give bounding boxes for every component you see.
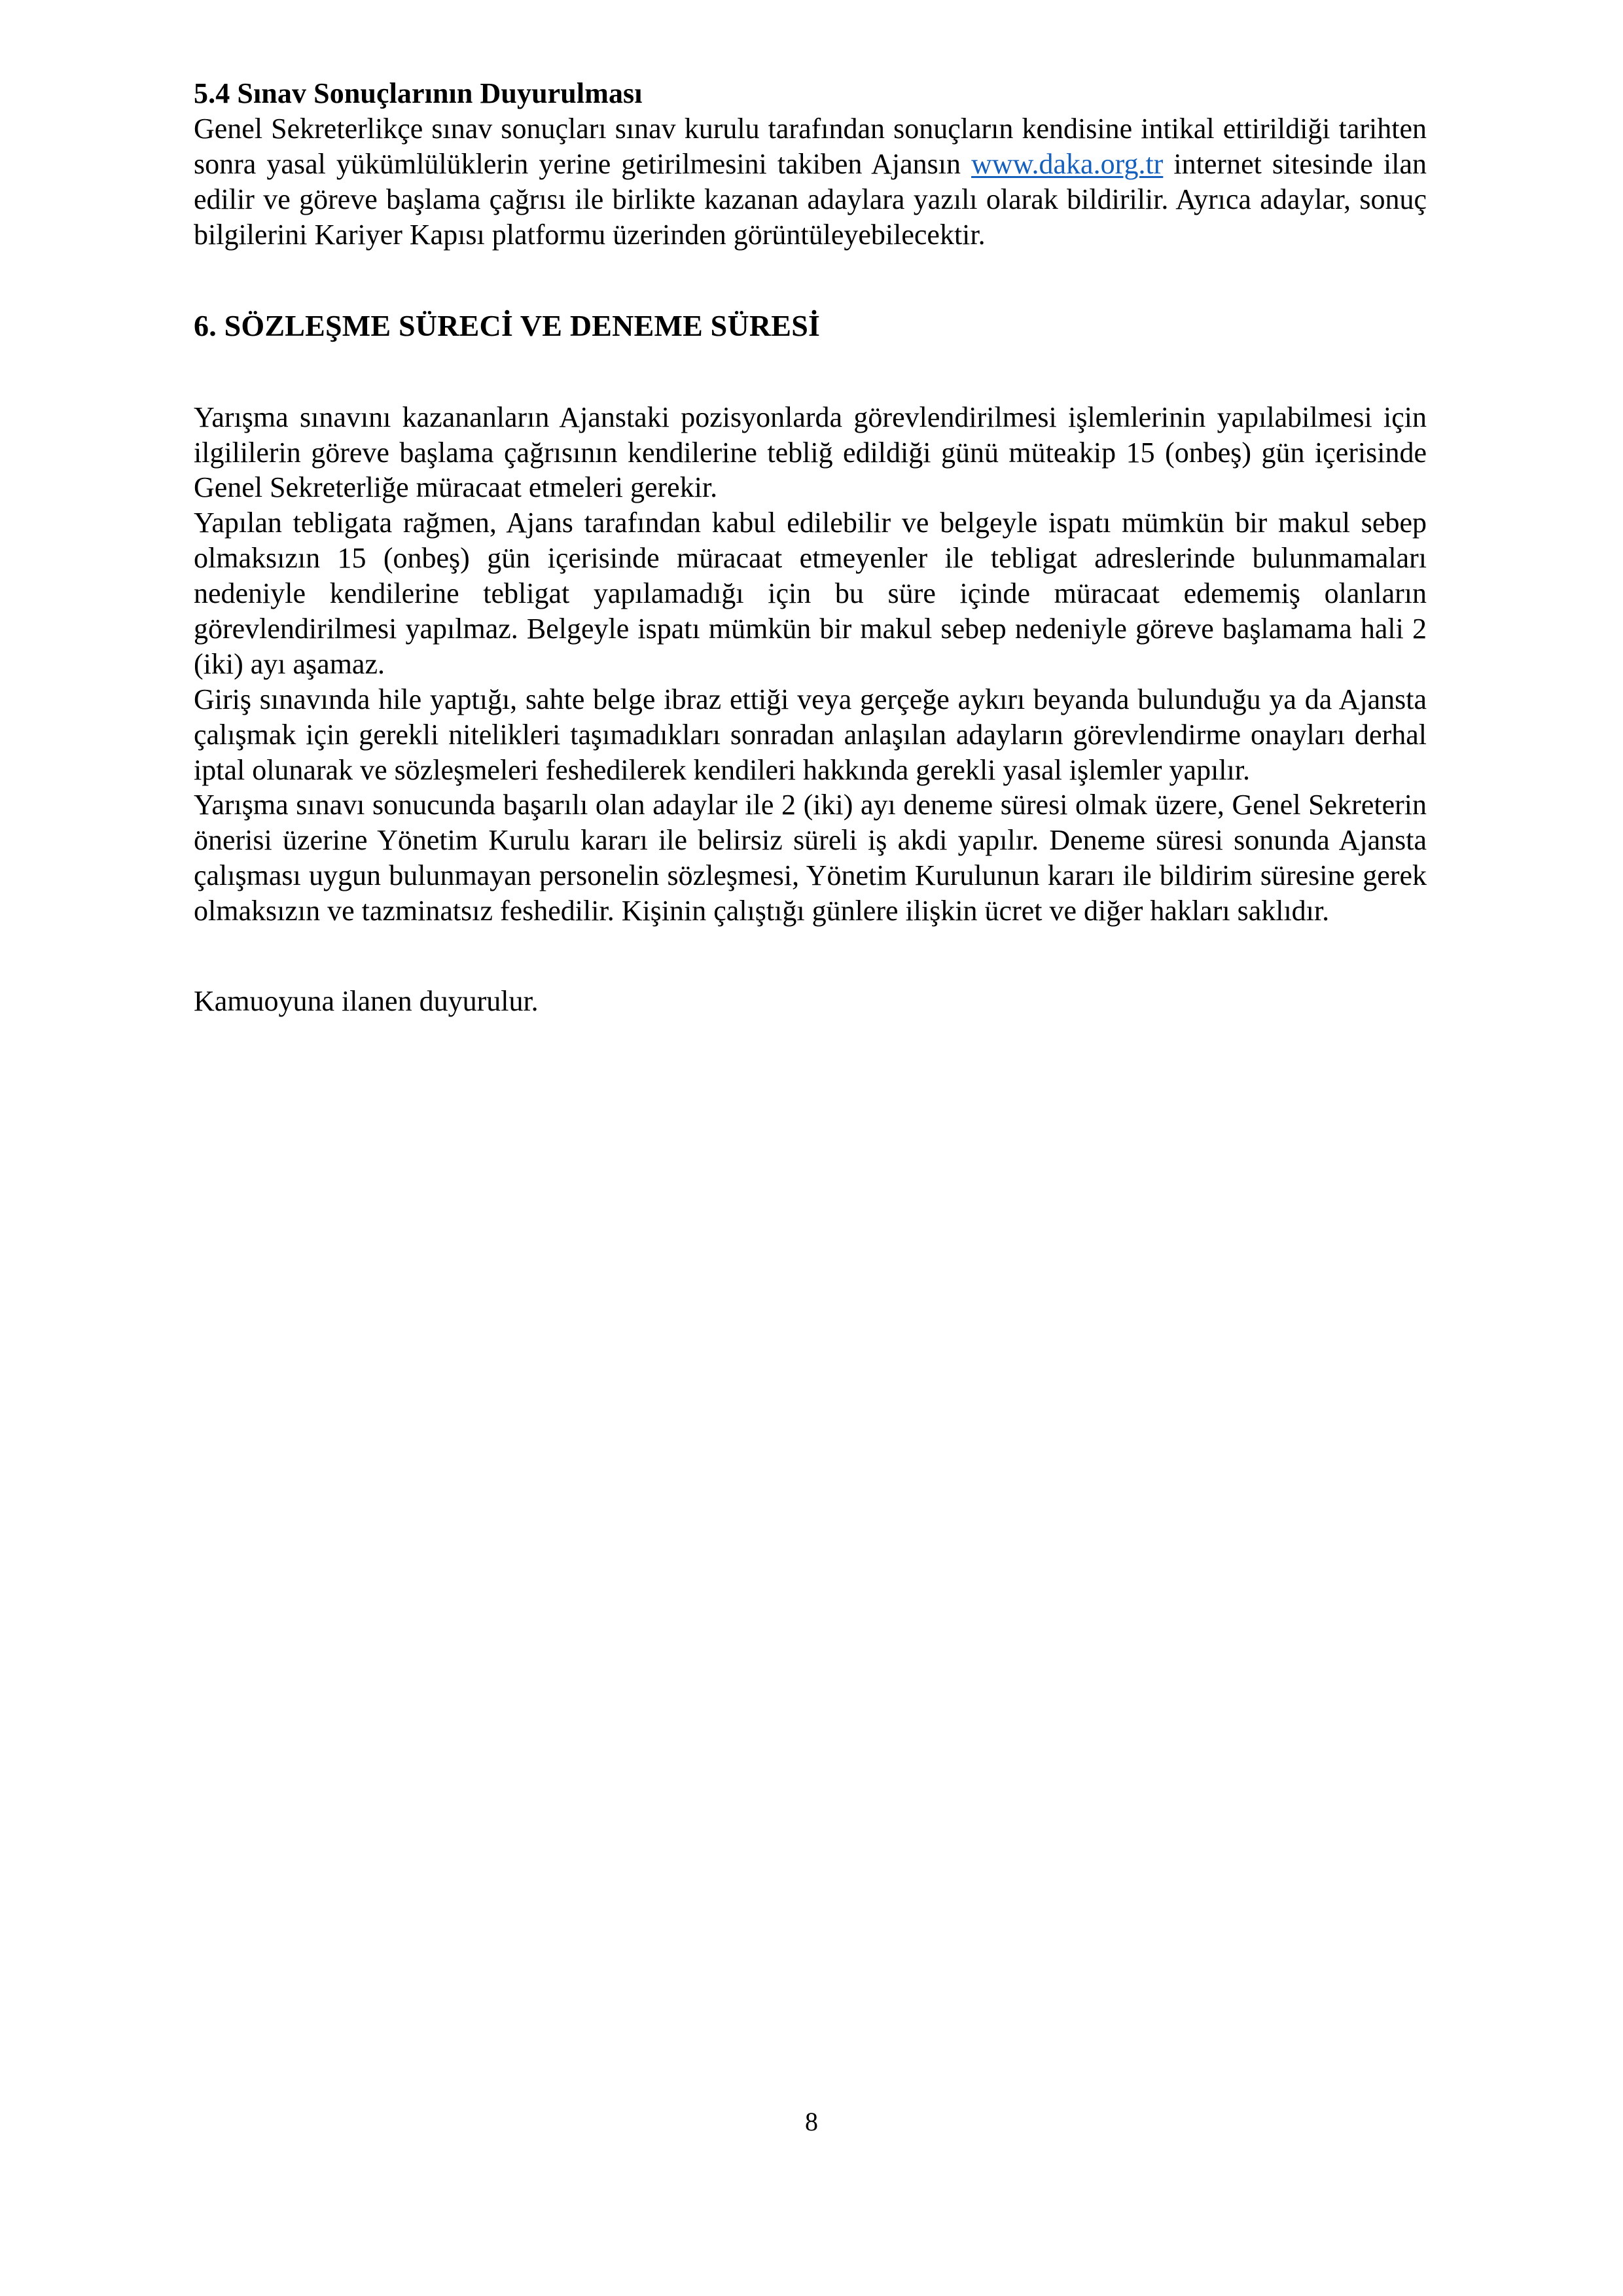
spacer-after-section-6-heading <box>194 344 1427 400</box>
section-heading-6: 6. SÖZLEŞME SÜRECİ VE DENEME SÜRESİ <box>194 308 821 342</box>
paragraph-5-4-text-after-link: internet sitesinde ilan edilir ve göreve başlama çağrısı ile birlikte kazanan adaylara yazılı olarak bildirilir. Ayrıca adaylar, sonuç bilgilerini Kariyer Kapısı platformu üzerinden görüntüleyebilecektir. <box>194 148 1427 251</box>
daka-website-link[interactable]: www.daka.org.tr <box>971 148 1164 181</box>
section-6-paragraph-1: Yarışma sınavını kazananların Ajanstaki pozisyonlarda görevlendirilmesi işlemlerinin yapılabilmesi için ilgililerin göreve başlama çağrısının kendilerine tebliğ edildiği günü müteakip 15 (onbeş) gün içerisinde Genel Sekreterliğe müracaat etmeleri gerekir. <box>194 401 1427 504</box>
page-number-footer: 8 <box>805 2107 818 2136</box>
spacer-before-closing <box>194 929 1427 984</box>
page-content <box>194 77 1427 1019</box>
section-6-paragraph-3: Giriş sınavında hile yaptığı, sahte belge ibraz ettiği veya gerçeğe aykırı beyanda bulunduğu ya da Ajansta çalışmak için gerekli nitelikleri taşımadıkları sonradan anlaşılan adayların görevlendirme onayları derhal iptal olunarak ve sözleşmeleri feshedilerek kendileri hakkında gerekli yasal işlemler yapılır. <box>194 683 1427 786</box>
section-6-paragraph-2: Yapılan tebligata rağmen, Ajans tarafından kabul edilebilir ve belgeyle ispatı mümkün bir makul sebep olmaksızın 15 (onbeş) gün içerisinde müracaat etmeyenler ile tebligat adreslerinde bulunmamaları nedeniyle kendilerine tebligat yapılamadığı için bu süre içinde müracaat edememiş olanların görevlendirilmesi yapılmaz. Belgeyle ispatı mümkün bir makul sebep nedeniyle göreve başlamama hali 2 (iki) ayı aşamaz. <box>194 507 1427 680</box>
spacer-before-section-6 <box>194 253 1427 309</box>
paragraph-5-4-body <box>194 111 1427 253</box>
closing-statement: Kamuoyuna ilanen duyurulur. <box>194 984 539 1017</box>
subsection-heading-5-4: 5.4 Sınav Sonuçlarının Duyurulması <box>194 77 643 109</box>
section-6-paragraph-4: Yarışma sınavı sonucunda başarılı olan adaylar ile 2 (iki) ayı deneme süresi olmak üzere, Genel Sekreterin önerisi üzerine Yönetim Kurulu kararı ile belirsiz süreli iş akdi yapılır. Deneme süresi sonunda Ajansta çalışması uygun bulunmayan personelin sözleşmesi, Yönetim Kurulunun kararı ile bildirim süresine gerek olmaksızın ve tazminatsız feshedilir. Kişinin çalıştığı günlere ilişkin ücret ve diğer hakları saklıdır. <box>194 789 1427 927</box>
paragraph-5-4-text-before-link: Genel Sekreterlikçe sınav sonuçları sınav kurulu tarafından sonuçların kendisine intikal ettirildiği tarihten sonra yasal yükümlülüklerin yerine getirilmesini takiben Ajansın <box>194 113 1427 181</box>
